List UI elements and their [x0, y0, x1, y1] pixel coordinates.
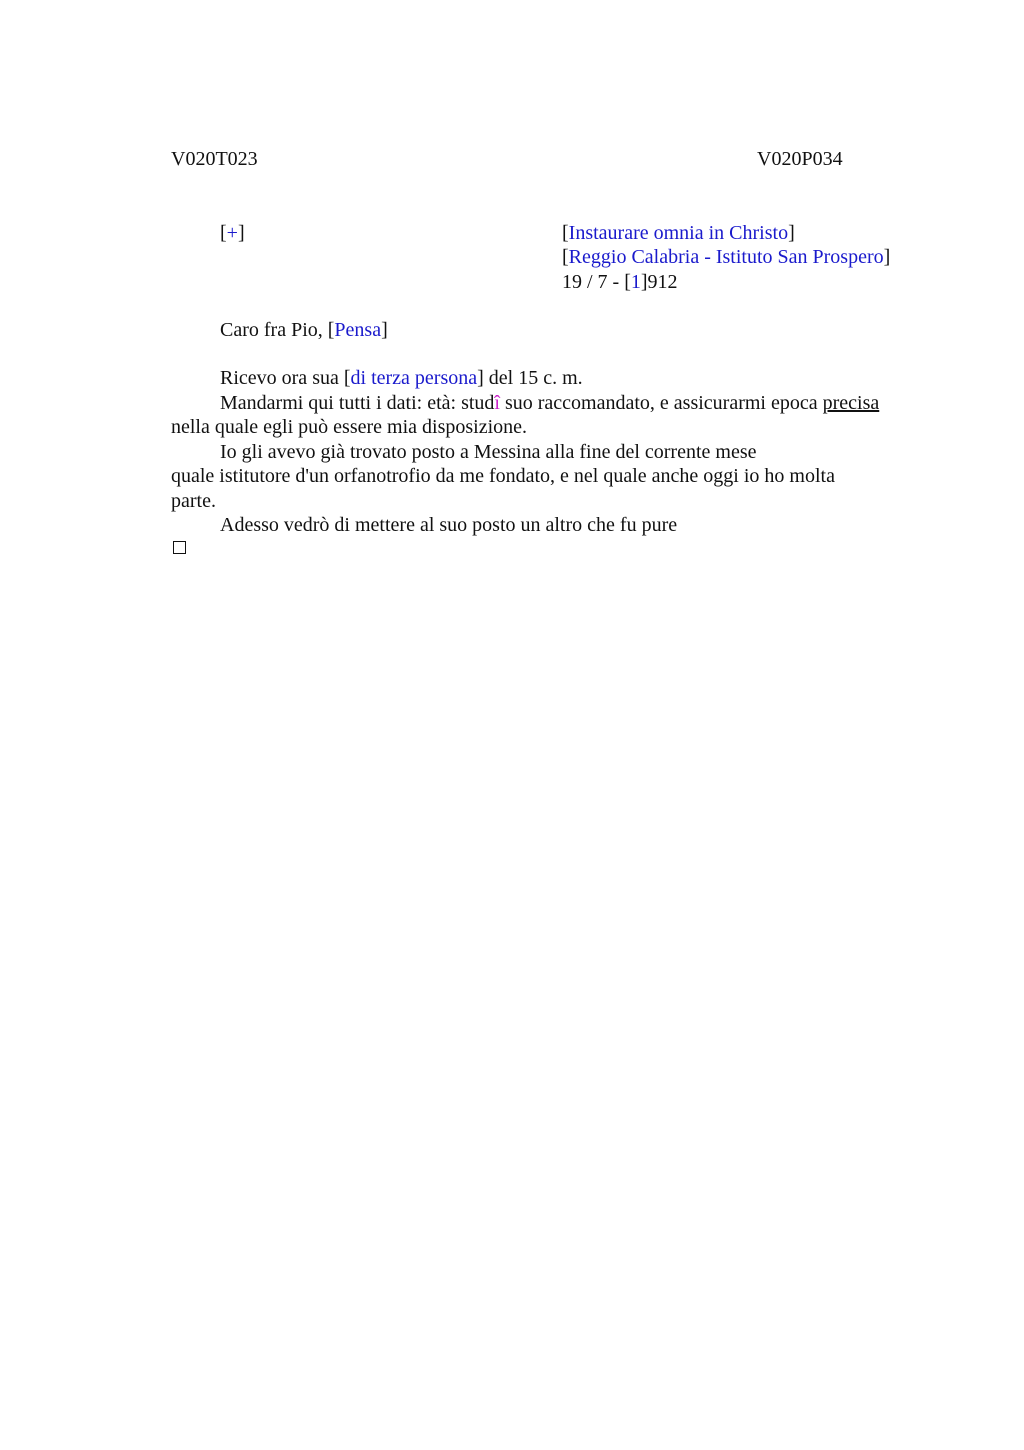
salutation-note: Pensa [334, 319, 382, 341]
paragraph-2-underlined: precisa [822, 391, 880, 414]
paragraph-2-line-1 [171, 391, 911, 416]
paragraph-3-line-1: Io gli avevo già trovato posto a Messina alla fine del corrente mese [220, 440, 757, 463]
salutation-close: ] [381, 319, 388, 341]
square-outline-icon [173, 541, 186, 554]
paragraph-2-text-b: suo raccomandato, e assicurarmi epoca [499, 391, 823, 414]
place-bracket-open: [ [562, 246, 569, 268]
motto-bracket-close: ] [788, 222, 795, 244]
date-line [562, 270, 678, 294]
date-insert: 1 [630, 271, 641, 293]
cross-symbol: + [226, 222, 238, 244]
motto-line [562, 221, 795, 245]
paragraph-1-text-a: Ricevo ora sua [ [220, 367, 351, 389]
salutation [220, 318, 388, 342]
cross-bracket-open: [ [220, 222, 227, 244]
place-bracket-close: ] [883, 246, 891, 268]
motto-text: Instaurare omnia in Christo [568, 222, 789, 244]
paragraph-3-line-2: quale istitutore d'un orfanotrofio da me fondato, e nel quale anche oggi io ho molta [171, 465, 835, 487]
cross-bracket-close: ] [237, 222, 245, 244]
document-code-left: V020T023 [171, 148, 258, 170]
paragraph-2-line-2: nella quale egli può essere mia disposizione. [171, 416, 528, 438]
paragraph-1-text-b: ] del 15 c. m. [477, 367, 583, 389]
date-prefix: 19 / 7 - [ [562, 271, 631, 293]
date-suffix: ]912 [640, 271, 678, 293]
place-line [562, 245, 890, 269]
paragraph-2-mark: î [494, 391, 500, 414]
place-text: Reggio Calabria - Istituto San Prospero [568, 246, 884, 268]
document-code-right: V020P034 [757, 148, 843, 170]
motto-bracket-open: [ [562, 222, 569, 244]
paragraph-4: Adesso vedrò di mettere al suo posto un altro che fu pure [220, 514, 678, 536]
paragraph-1-note: di terza persona [350, 367, 478, 389]
paragraph-2-text-a: Mandarmi qui tutti i dati: età: stud [220, 391, 495, 414]
paragraph-1 [171, 366, 911, 391]
cross-heading [220, 221, 245, 245]
paragraph-3-line-3: parte. [171, 489, 216, 512]
salutation-text: Caro fra Pio, [ [220, 319, 335, 341]
letter-body [171, 366, 911, 538]
